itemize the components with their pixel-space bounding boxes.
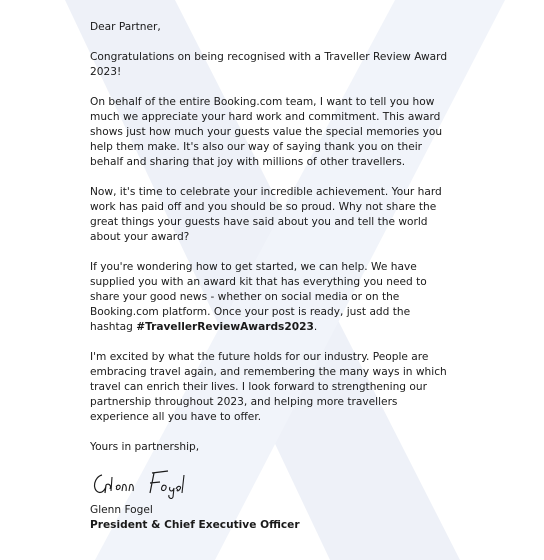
award-kit-end: . (313, 321, 318, 333)
hashtag: #TravellerReviewAwards2023 (136, 321, 314, 333)
letter-body (90, 20, 450, 533)
future-paragraph: I'm excited by what the future holds for our industry. People are embracing travel again, and remembering the many ways in which travel can enrich their lives. I look forward to strengthening our partnership throughout 2023, and helping more travellers experience all you have to offer. (90, 351, 447, 423)
signer-name: Glenn Fogel (90, 504, 153, 516)
handwritten-signature (90, 467, 190, 499)
award-kit-text: If you're wondering how to get started, we can help. We have supplied you with an award kit that has everything you need to share your good news - whether on social media or on the Booking.com platform. Once your post is ready, just add the hashtag (90, 261, 427, 333)
salutation: Dear Partner, (90, 21, 161, 33)
award-kit-paragraph (90, 260, 450, 335)
closing-line: Yours in partnership, (90, 441, 200, 453)
celebration-paragraph: Now, it's time to celebrate your incredible achievement. Your hard work has paid off and you should be so proud. Why not share the great things your guests have said about you and tell the world about your award? (90, 186, 442, 243)
congratulations-paragraph: Congratulations on being recognised with a Traveller Review Award 2023! (90, 51, 448, 78)
signer-title: President & Chief Executive Officer (90, 519, 300, 531)
appreciation-paragraph: On behalf of the entire Booking.com team, I want to tell you how much we appreciate your hard work and commitment. This award shows just how much your guests value the special memories you help them make. It's also our way of saying thank you on their behalf and sharing that joy with millions of other travellers. (90, 96, 443, 168)
